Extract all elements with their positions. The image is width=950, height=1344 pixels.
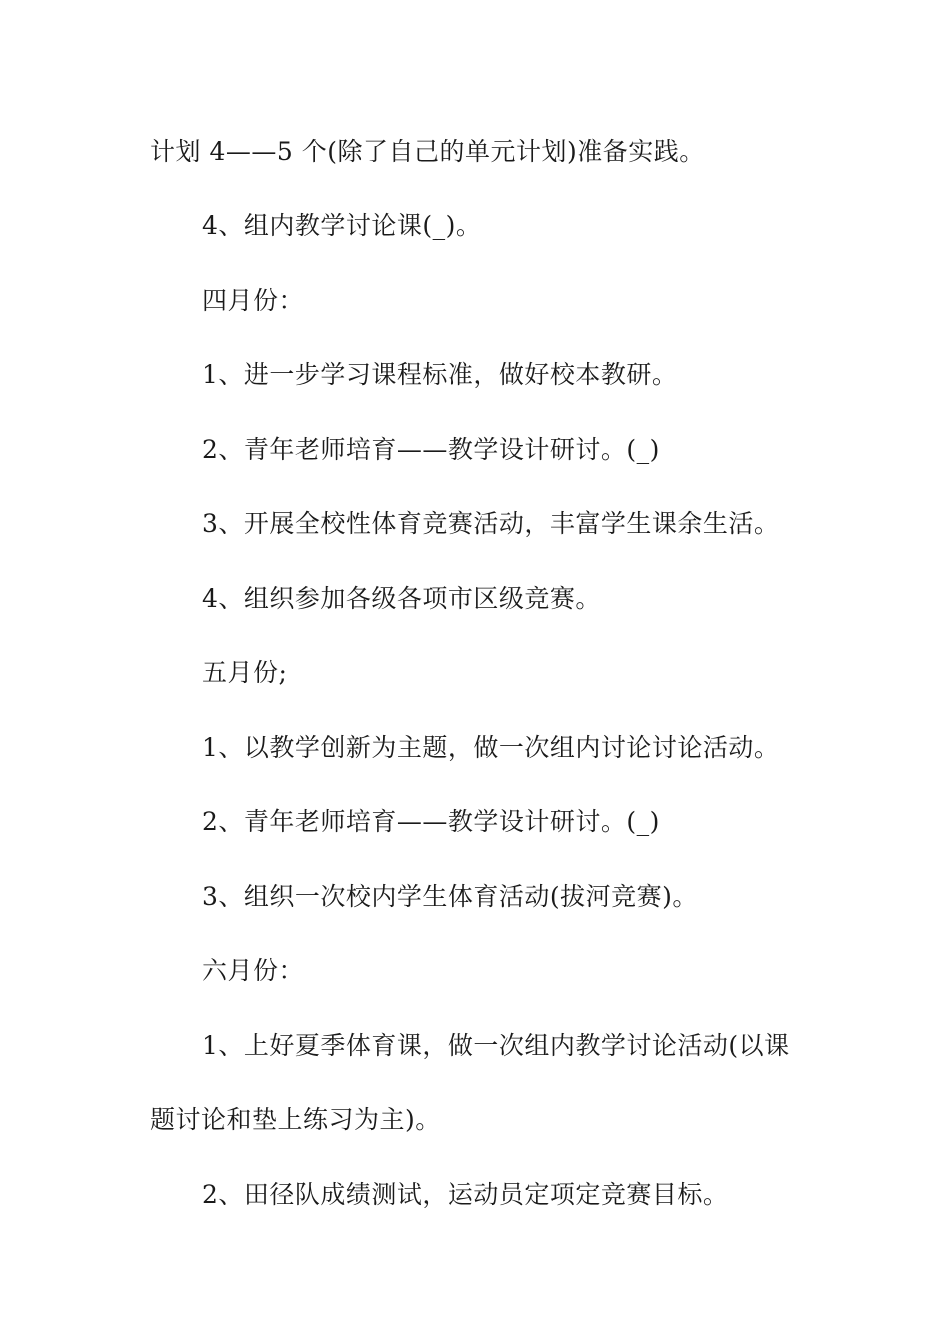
month-heading: 四月份： xyxy=(202,286,305,315)
paragraph-line: 1、上好夏季体育课，做一次组内教学讨论活动(以课 xyxy=(202,1031,790,1060)
month-heading: 五月份; xyxy=(202,658,288,687)
paragraph-line: 4、组内教学讨论课(_)。 xyxy=(202,211,482,240)
paragraph-line: 1、以教学创新为主题，做一次组内讨论讨论活动。 xyxy=(202,733,780,762)
paragraph-line: 2、青年老师培育——教学设计研讨。(_) xyxy=(202,435,660,464)
paragraph-line: 4、组织参加各级各项市区级竞赛。 xyxy=(202,584,601,613)
month-heading: 六月份： xyxy=(202,956,305,985)
paragraph-line: 计划 4——5 个(除了自己的单元计划)准备实践。 xyxy=(150,137,705,166)
paragraph-line: 3、开展全校性体育竞赛活动，丰富学生课余生活。 xyxy=(202,509,780,538)
paragraph-line: 3、组织一次校内学生体育活动(拔河竞赛)。 xyxy=(202,882,698,911)
paragraph-line: 题讨论和垫上练习为主)。 xyxy=(150,1105,441,1134)
paragraph-line: 2、青年老师培育——教学设计研讨。(_) xyxy=(202,807,660,836)
paragraph-line: 1、进一步学习课程标准，做好校本教研。 xyxy=(202,360,678,389)
paragraph-line: 2、田径队成绩测试，运动员定项定竞赛目标。 xyxy=(202,1180,729,1209)
